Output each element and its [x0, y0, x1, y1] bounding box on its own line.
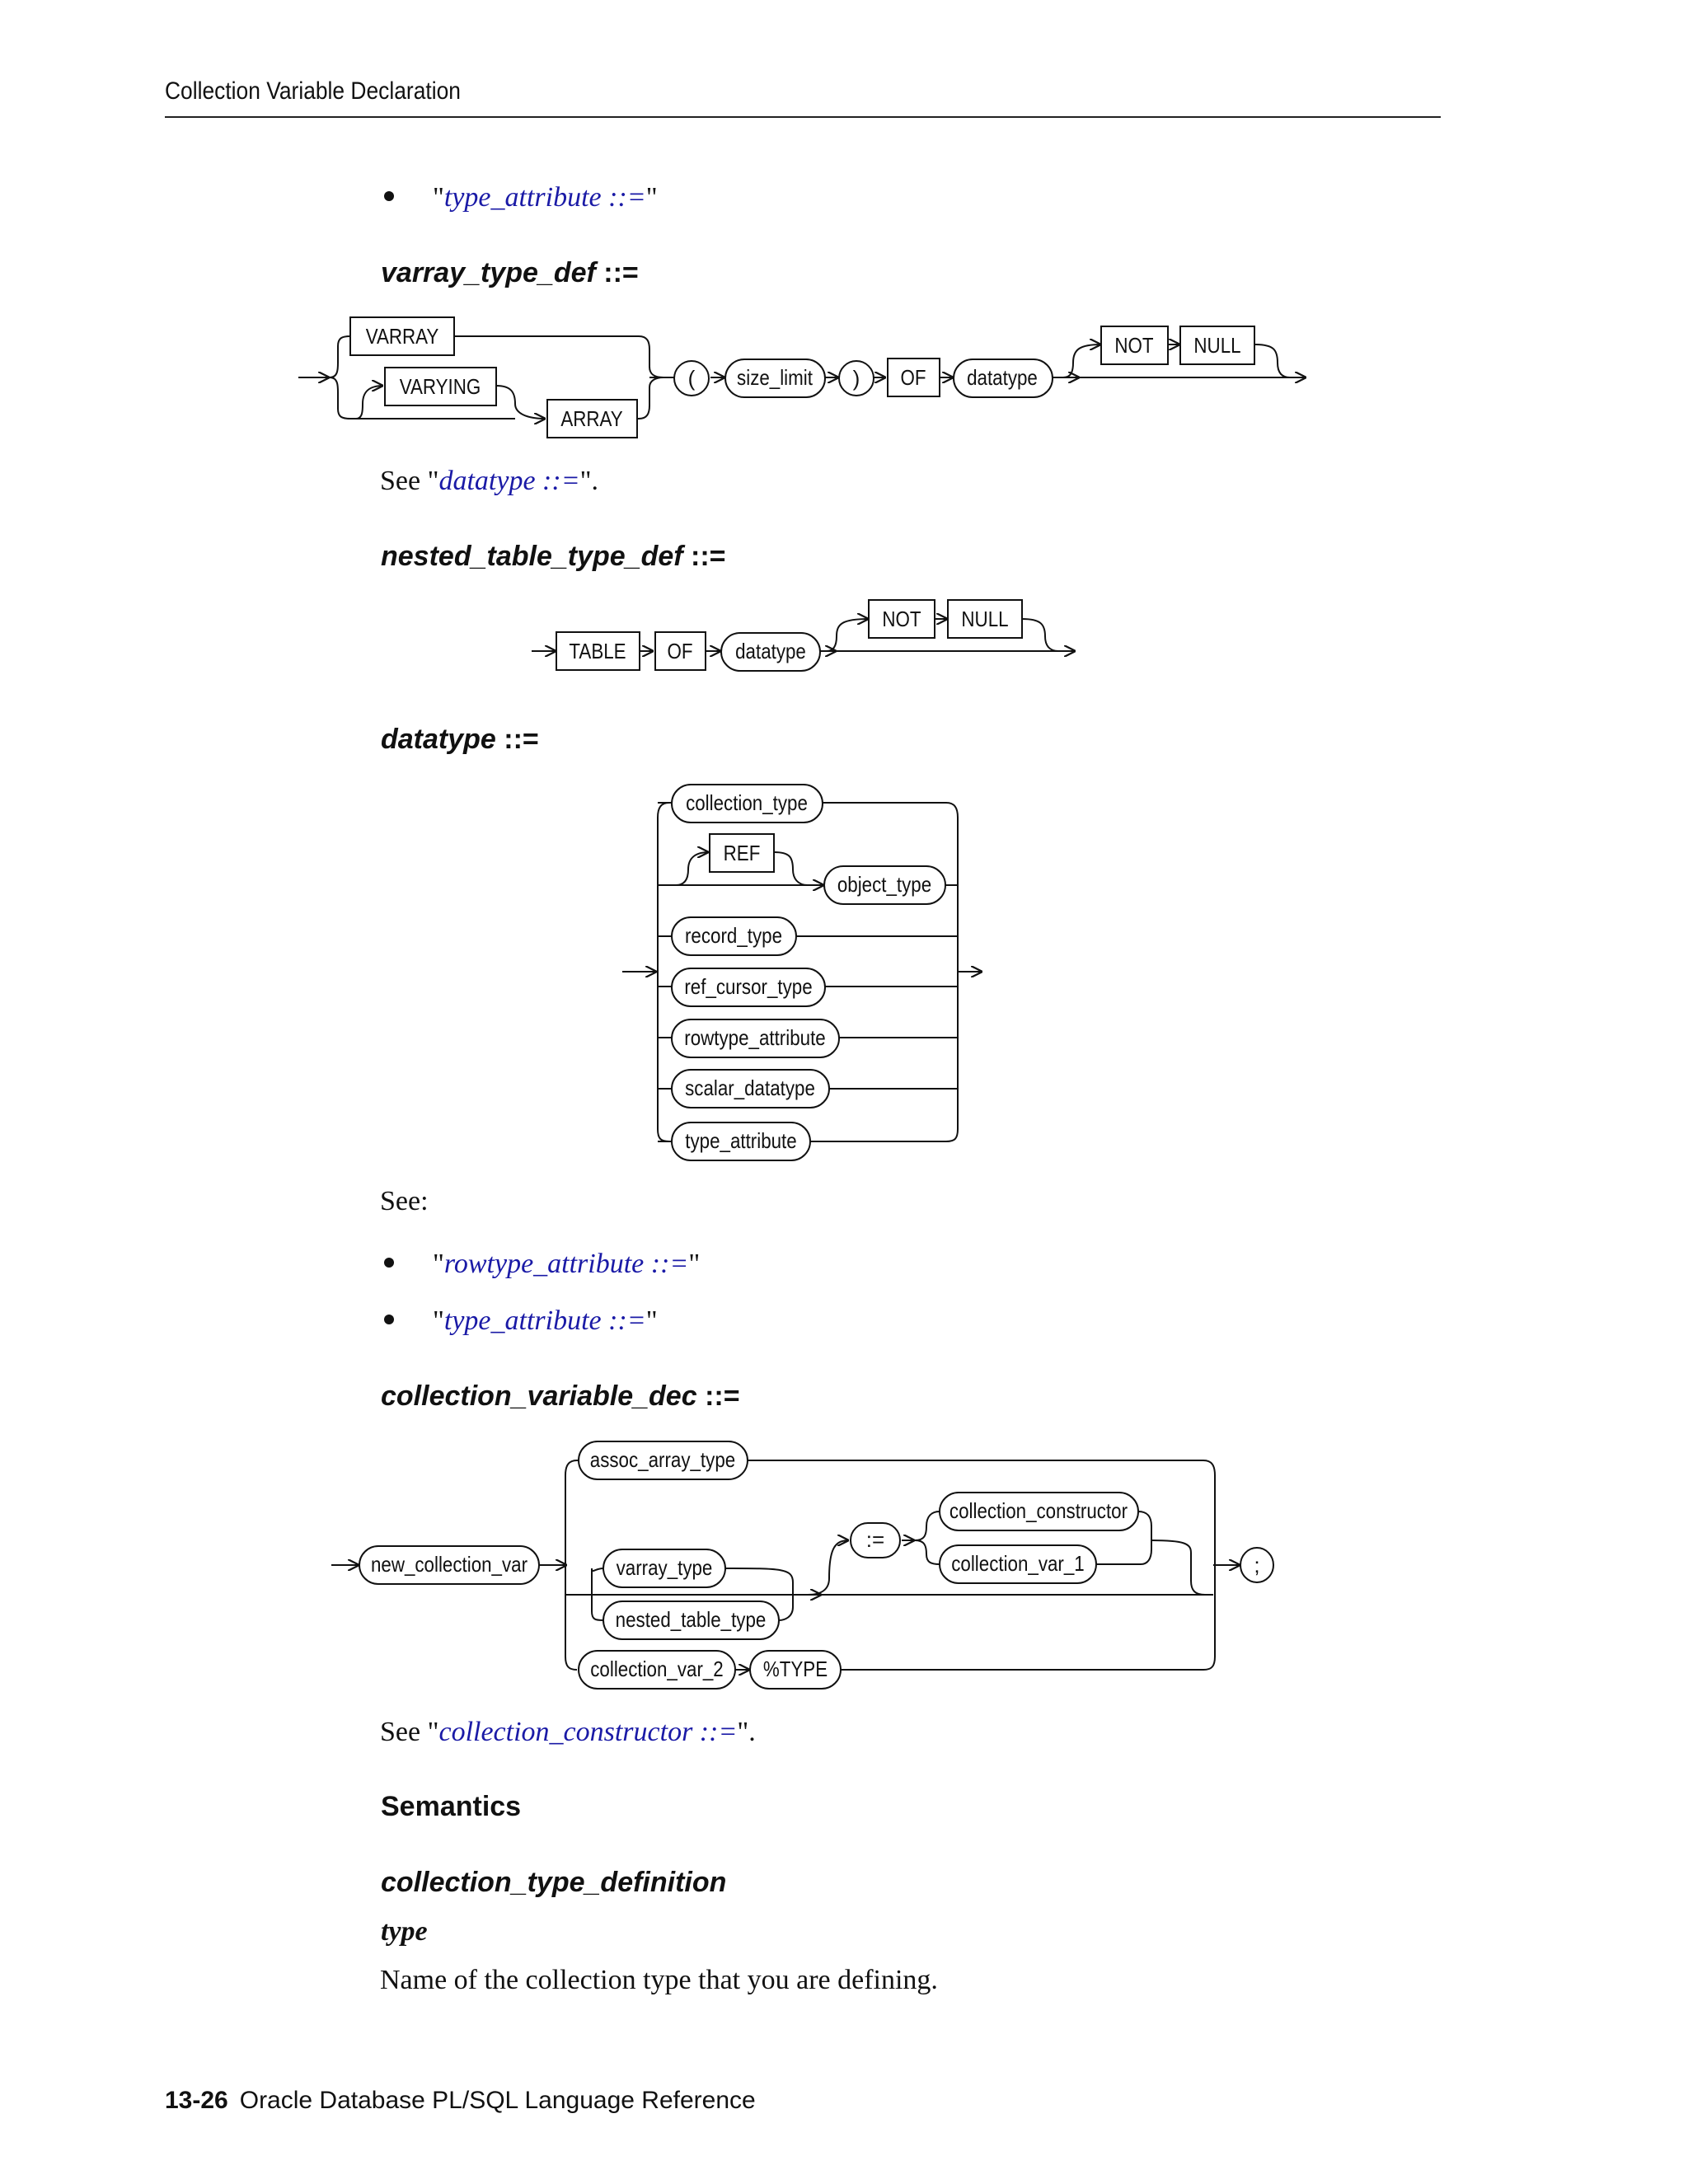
bullet-icon: [384, 1258, 394, 1268]
svg-text:object_type: object_type: [837, 873, 932, 898]
svg-text:VARYING: VARYING: [399, 375, 481, 400]
rowtype-attribute-link[interactable]: rowtype_attribute ::=: [443, 1249, 689, 1279]
svg-text:): ): [852, 366, 860, 391]
type-attribute-link[interactable]: type_attribute ::=: [443, 182, 646, 213]
svg-text:collection_var_2: collection_var_2: [590, 1657, 724, 1682]
heading-nested-table-type-def: nested_table_type_def ::=: [381, 541, 726, 572]
svg-text:collection_constructor: collection_constructor: [949, 1499, 1128, 1524]
link-line-type-attribute: "type_attribute ::=": [433, 1305, 658, 1336]
link-line-type-attribute: "type_attribute ::=": [433, 182, 658, 213]
see-datatype-line: See "datatype ::=".: [380, 466, 599, 496]
page-number: 13-26: [165, 2087, 228, 2114]
svg-text:record_type: record_type: [684, 924, 783, 949]
svg-text:new_collection_var: new_collection_var: [370, 1553, 528, 1577]
heading-varray-type-def: varray_type_def ::=: [381, 257, 639, 288]
svg-text:varray_type: varray_type: [616, 1556, 713, 1581]
svg-text:assoc_array_type: assoc_array_type: [589, 1448, 736, 1473]
bullet-icon: [384, 191, 394, 201]
svg-text:;: ;: [1254, 1553, 1260, 1577]
semantics-heading: Semantics: [381, 1791, 522, 1822]
svg-text:NULL: NULL: [1193, 334, 1241, 359]
svg-text::=: :=: [865, 1527, 885, 1552]
semantics-description: Name of the collection type that you are defining.: [380, 1965, 938, 1995]
nested-table-type-def-boxes: [556, 600, 1022, 671]
svg-text:REF: REF: [723, 841, 761, 866]
svg-text:type_attribute: type_attribute: [685, 1129, 797, 1154]
svg-text:VARRAY: VARRAY: [365, 325, 439, 349]
svg-text:OF: OF: [667, 640, 693, 664]
datatype-link[interactable]: datatype ::=: [438, 466, 580, 496]
svg-text:TABLE: TABLE: [569, 640, 626, 664]
svg-text:NOT: NOT: [1114, 334, 1154, 359]
link-line-rowtype-attribute: "rowtype_attribute ::=": [433, 1249, 701, 1279]
collection-constructor-link[interactable]: collection_constructor ::=: [438, 1717, 738, 1747]
running-header: Collection Variable Declaration: [165, 76, 461, 105]
svg-text:scalar_datatype: scalar_datatype: [685, 1076, 815, 1101]
svg-text:OF: OF: [900, 366, 926, 391]
svg-text:ARRAY: ARRAY: [560, 407, 623, 432]
svg-text:NULL: NULL: [961, 607, 1009, 632]
svg-text:datatype: datatype: [967, 366, 1038, 391]
svg-text:nested_table_type: nested_table_type: [615, 1608, 767, 1633]
svg-text:collection_type: collection_type: [686, 791, 808, 816]
svg-text:ref_cursor_type: ref_cursor_type: [684, 975, 813, 1000]
svg-text:(: (: [687, 366, 696, 391]
semantics-term: type: [381, 1916, 428, 1947]
see-label: See:: [380, 1186, 429, 1216]
bullet-icon: [384, 1315, 394, 1324]
type-attribute-link[interactable]: type_attribute ::=: [443, 1305, 646, 1336]
svg-text:size_limit: size_limit: [737, 366, 813, 391]
svg-text:collection_var_1: collection_var_1: [951, 1552, 1085, 1577]
heading-datatype: datatype ::=: [381, 724, 539, 755]
svg-text:NOT: NOT: [882, 607, 921, 632]
see-collection-constructor-line: See "collection_constructor ::=".: [380, 1717, 756, 1747]
semantics-subheading: collection_type_definition: [381, 1867, 727, 1898]
svg-text:datatype: datatype: [735, 640, 806, 664]
book-title: Oracle Database PL/SQL Language Reference: [239, 2087, 756, 2114]
datatype-boxes: [672, 785, 945, 1160]
page-footer: [165, 2087, 756, 2114]
svg-text:%TYPE: %TYPE: [762, 1657, 828, 1682]
heading-collection-variable-dec: collection_variable_dec ::=: [381, 1380, 740, 1412]
svg-text:rowtype_attribute: rowtype_attribute: [684, 1026, 826, 1051]
